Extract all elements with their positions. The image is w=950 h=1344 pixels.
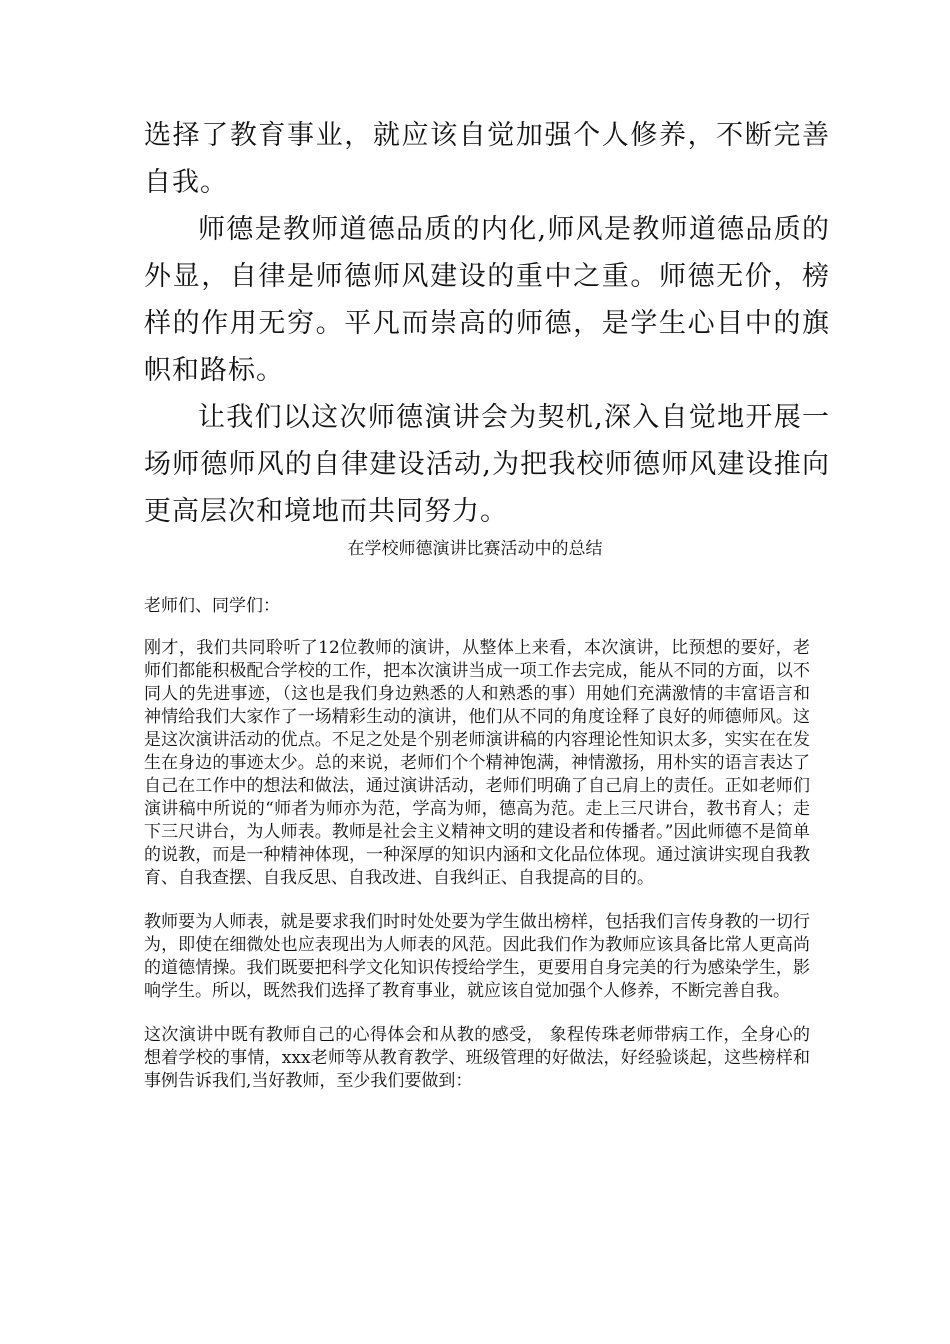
- summary-greeting: 老师们、同学们：: [144, 596, 280, 616]
- continuation-paragraph: 选择了教育事业，就应该自觉加强个人修养，不断完善自我。: [144, 120, 830, 198]
- summary-paragraph: 这次演讲中既有教师自己的心得体会和从教的感受， 象程传珠老师带病工作，全身心的想着学校的事情，xxx老师等从教育教学、班级管理的好做法，好经验谈起，这些榜样和事例告诉我们,当好教师，至少我们要做到：: [144, 1025, 810, 1091]
- summary-paragraph: 教师要为人师表，就是要求我们时时处处要为学生做出榜样，包括我们言传身教的一切行为，即使在细微处也应表现出为人师表的风范。因此我们作为教师应该具备比常人更高尚的道德情操。我们既要把科学文化知识传授给学生，更要用自身完美的行为感染学生，影响学生。所以，既然我们选择了教育事业，就应该自觉加强个人修养，不断完善自我。: [144, 912, 810, 1001]
- summary-title: 在学校师德演讲比赛活动中的总结: [347, 539, 603, 559]
- summary-body: [144, 595, 810, 1114]
- summary-paragraph: 刚才，我们共同聆听了12位教师的演讲，从整体上来看，本次演讲，比预想的要好，老师们都能积极配合学校的工作，把本次演讲当成一项工作去完成，能从不同的方面，以不同人的先进事迹，（这也是我们身边熟悉的人和熟悉的事）用她们充满激情的丰富语言和神情给我们大家作了一场精彩生动的演讲，他们从不同的角度诠释了良好的师德师风。这是这次演讲活动的优点。不足之处是个别老师演讲稿的内容理论性知识太多，实实在在发生在身边的事迹太少。总的来说，老师们个个精神饱满，神情激扬，用朴实的语言表达了自己在工作中的想法和做法，通过演讲活动，老师们明确了自己肩上的责任。正如老师们演讲稿中所说的“师者为师亦为范，学高为师，德高为范。走上三尺讲台，教书育人；走下三尺讲台，为人师表。教师是社会主义精神文明的建设者和传播者。”因此师德不是简单的说教，而是一种精神体现，一种深厚的知识内涵和文化品位体现。通过演讲实现自我教育、自我查摆、自我反思、自我改进、自我纠正、自我提高的目的。: [144, 638, 810, 888]
- continuation-section: [144, 112, 830, 535]
- continuation-paragraph: 师德是教师道德品质的内化,师风是教师道德品质的外显，自律是师德师风建设的重中之重。师德无价，榜样的作用无穷。平凡而崇高的师德，是学生心目中的旗帜和路标。: [144, 214, 830, 386]
- continuation-paragraph: 让我们以这次师德演讲会为契机,深入自觉地开展一场师德师风的自律建设活动,为把我校师德师风建设推向更高层次和境地而共同努力。: [144, 402, 830, 527]
